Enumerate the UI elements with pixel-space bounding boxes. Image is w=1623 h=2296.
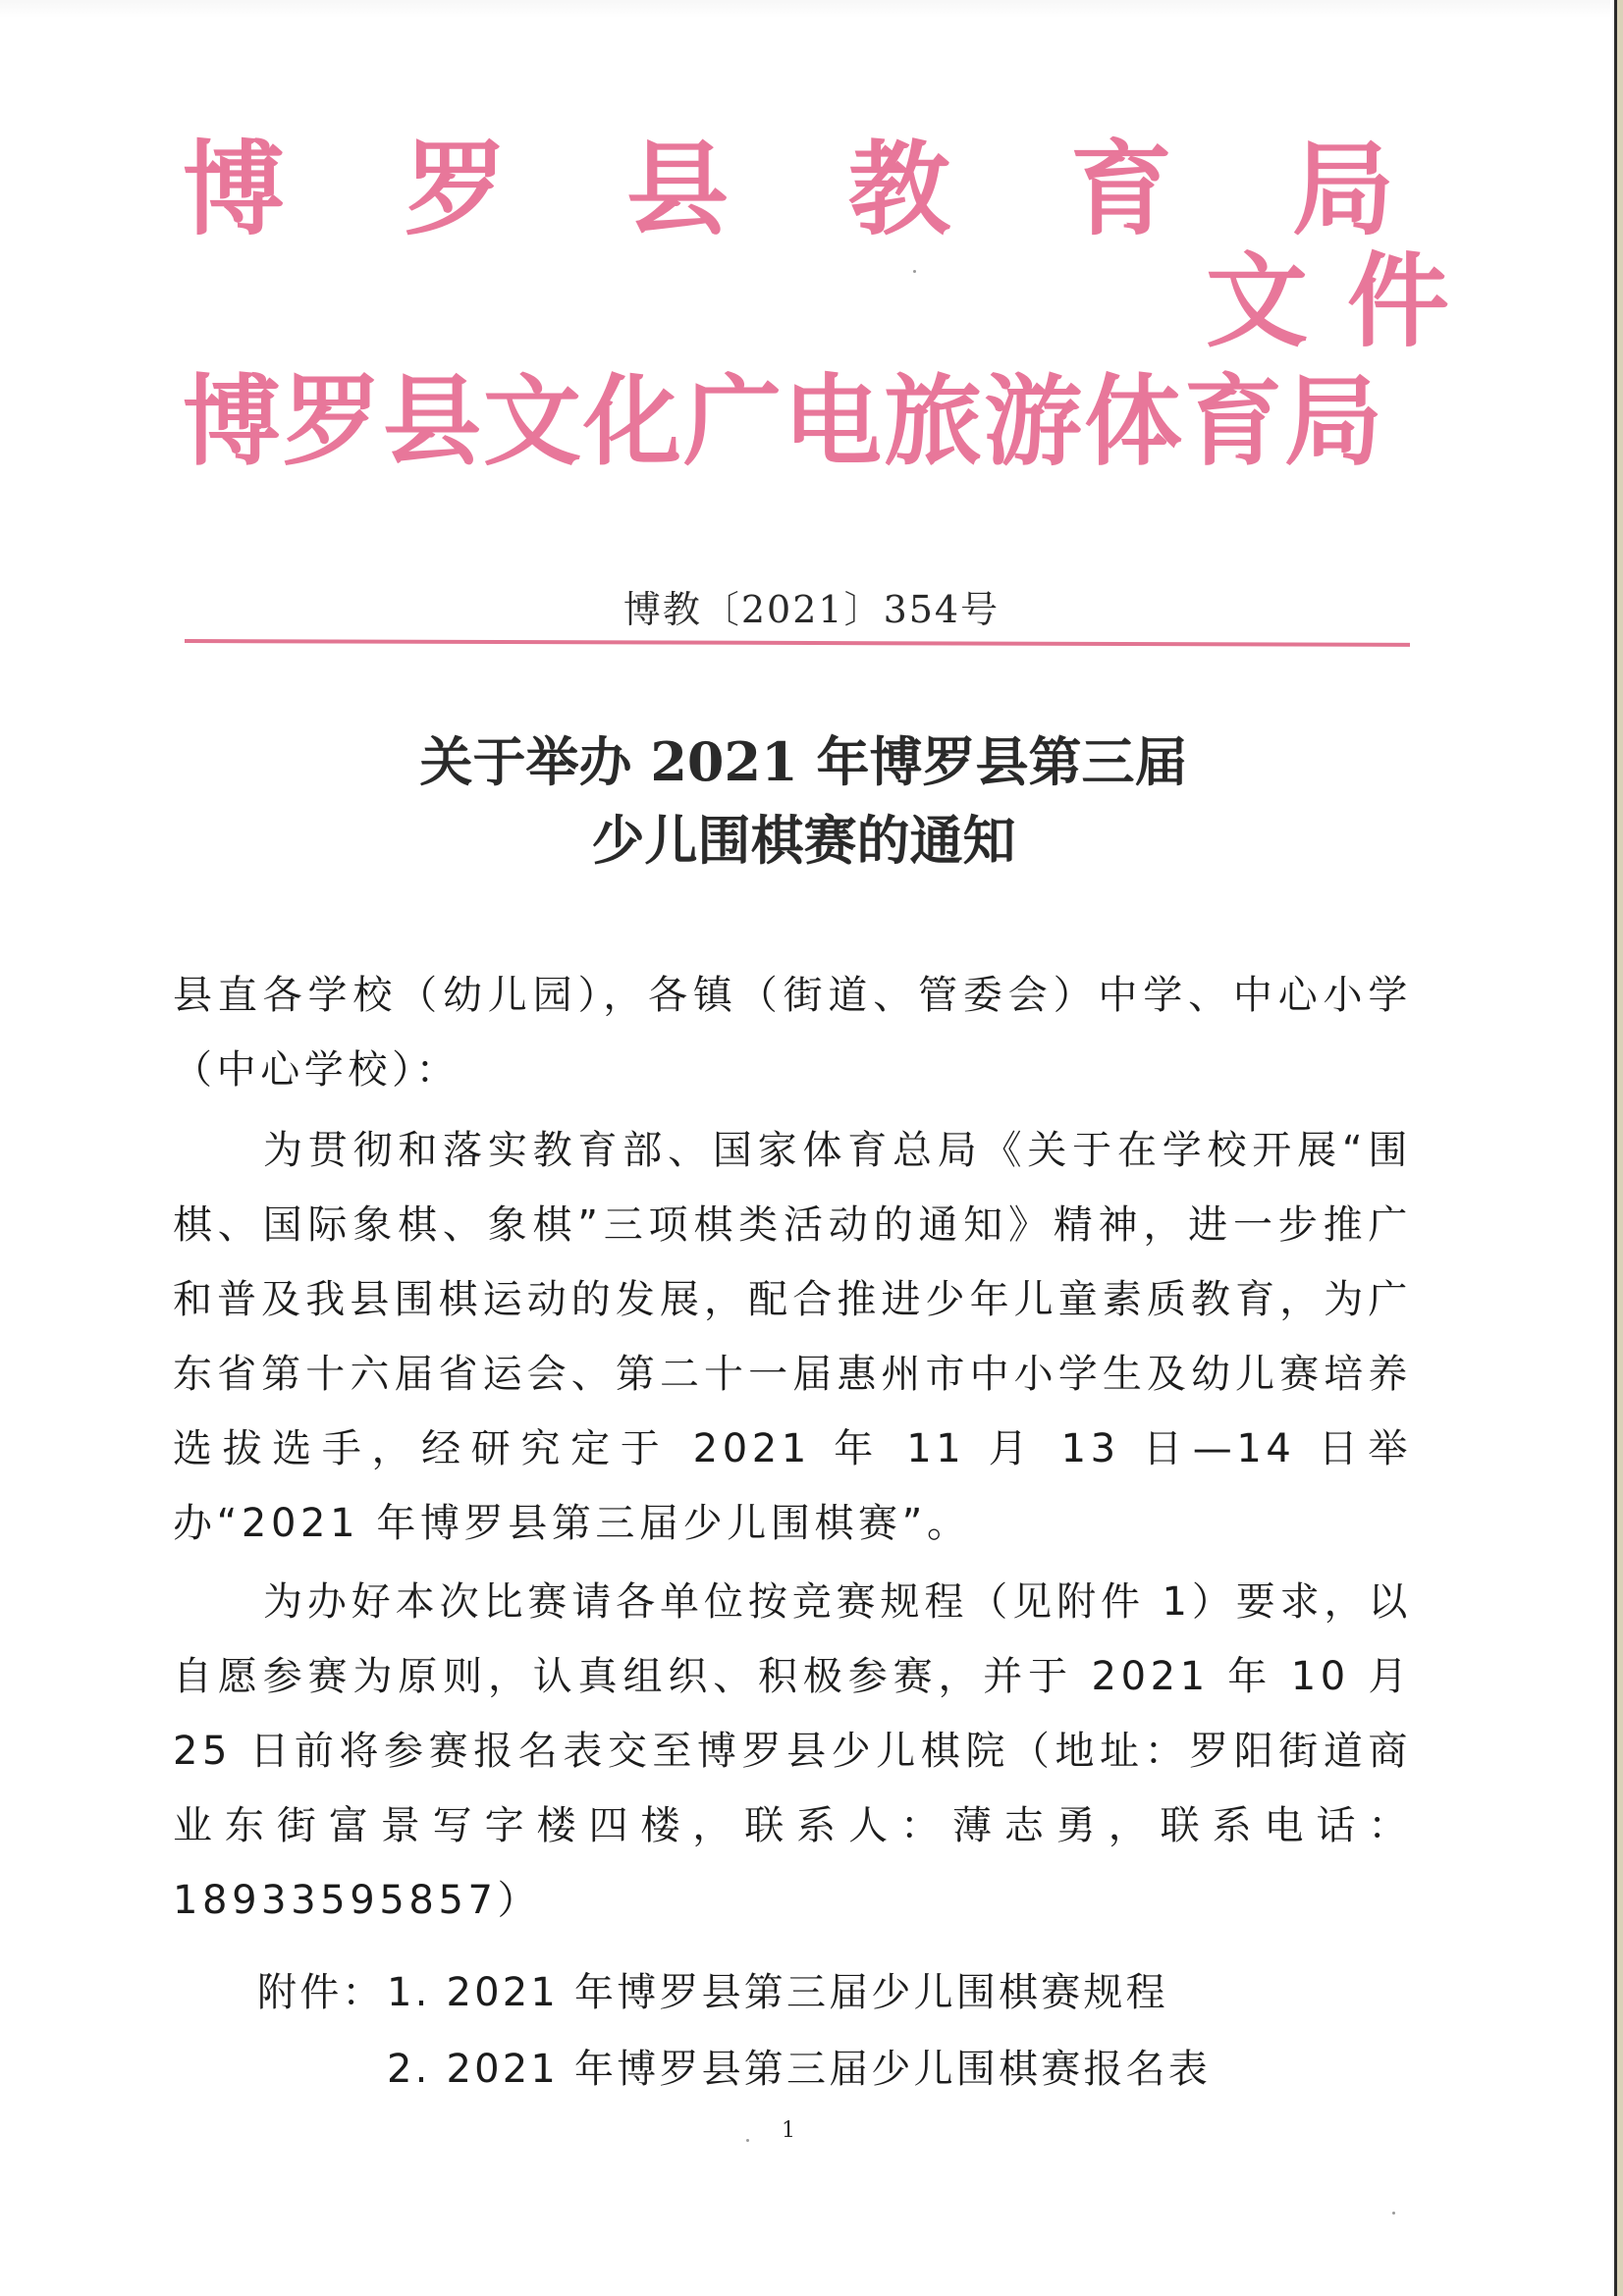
attachment-item-2: 2. 2021 年博罗县第三届少儿围棋赛报名表 — [387, 2047, 1211, 2092]
salutation: 县直各学校（幼儿园），各镇（街道、管委会）中学、中心小学（中心学校）： — [173, 973, 1412, 1093]
header-document-label: 文件 — [1206, 240, 1489, 361]
scan-speck — [746, 2139, 749, 2142]
red-separator-rule — [185, 639, 1410, 647]
document-title-line-2: 少儿围棋赛的通知 — [591, 809, 1016, 872]
document-title-line-1: 关于举办 2021 年博罗县第三届 — [419, 730, 1188, 793]
header-org-culture-bureau: 博罗县文化广电旅游体育局 — [183, 363, 1384, 479]
scan-noise — [0, 0, 1610, 18]
body-paragraph-2: 为办好本次比赛请各单位按竞赛规程（见附件 1）要求，以自愿参赛为原则，认真组织、积极参赛，并于 2021 年 10 月 25 日前将参赛报名表交至博罗县少儿棋院（地址：罗阳街道商业东街富景写字楼四楼，联系人：薄志勇，联系电话：18933595857） — [173, 1579, 1412, 1923]
scan-speck — [913, 270, 916, 273]
header-org-education-bureau: 博罗县教育局 — [183, 129, 1515, 249]
attachments-label: 附件： — [257, 1970, 385, 2015]
scan-speck — [1392, 2212, 1395, 2215]
attachment-item-1: 1. 2021 年博罗县第三届少儿围棋赛规程 — [387, 1970, 1168, 2015]
page-edge-strip — [1617, 0, 1623, 2296]
body-paragraph-1: 为贯彻和落实教育部、国家体育总局《关于在学校开展“围棋、国际象棋、象棋”三项棋类活动的通知》精神，进一步推广和普及我县围棋运动的发展，配合推进少年儿童素质教育，为广东省第十六届省运会、第二十一届惠州市中小学生及幼儿赛培养选拔选手，经研究定于 2021 年 11 月 13 日—14 日举办“2021 年博罗县第三届少儿围棋赛”。 — [173, 1128, 1412, 1546]
document-number: 博教〔2021〕354号 — [622, 588, 1001, 631]
page-number: 1 — [782, 2118, 795, 2143]
